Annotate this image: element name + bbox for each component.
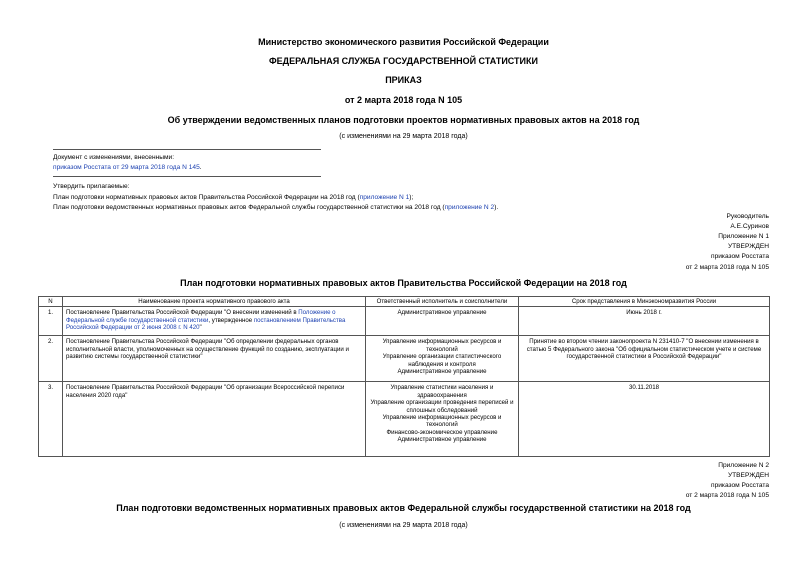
changes-box-label: Документ с изменениями, внесенными: <box>53 154 175 161</box>
appendix-2-amendment-note: (с изменениями на 29 марта 2018 года) <box>339 522 468 529</box>
table-row <box>39 382 770 457</box>
approve-item-2 <box>53 203 498 212</box>
row-act-name-text: , утвержденное <box>208 316 254 324</box>
plan-table <box>38 296 770 457</box>
responsible-unit: Управление статистики населения и здравоохранения <box>390 384 494 399</box>
row-deadline: Июнь 2018 г. <box>519 307 770 336</box>
responsible-unit: Финансово-экономическое управление <box>386 428 498 436</box>
appendix-2-date: от 2 марта 2018 года N 105 <box>685 492 769 499</box>
approve-intro: Утвердить прилагаемые: <box>53 183 130 190</box>
approve-item-1-suffix: ); <box>409 194 414 201</box>
changes-box-link-suffix: . <box>199 164 202 171</box>
appendix-2-link[interactable]: приложение N 2 <box>444 204 495 211</box>
changes-box-link-line <box>53 163 202 172</box>
responsible-unit: Административное управление <box>397 368 487 376</box>
responsible-unit: Управление организации проведения переписей и сплошных обследований <box>370 399 514 414</box>
responsible-unit: Управление информационных ресурсов и технологий <box>382 338 502 353</box>
doc-type-heading: ПРИКАЗ <box>385 75 422 85</box>
amending-order-link[interactable]: приказом Росстата от 29 марта 2018 года N 145 <box>53 164 200 171</box>
row-deadline: 30.11.2018 <box>519 382 770 457</box>
approve-item-1-text: План подготовки нормативных правовых актов Правительства Российской Федерации на 2018 год ( <box>53 194 360 201</box>
amendment-note: (с изменениями на 29 марта 2018 года) <box>339 133 468 140</box>
appendix-1-approved-by: приказом Росстата <box>711 253 769 260</box>
signature-position: Руководитель <box>726 213 769 220</box>
government-decree-link[interactable]: постановлением Правительства Российской Федерации от 2 июня 2008 г. N 420 <box>66 316 346 332</box>
table-header-row <box>39 297 770 307</box>
responsible-unit: Управление организации статистического наблюдения и контроля <box>382 353 502 368</box>
table-row <box>39 307 770 336</box>
ministry-heading: Министерство экономического развития Российской Федерации <box>258 37 549 47</box>
changes-box-bottom-rule <box>53 176 321 177</box>
row-number: 2. <box>39 336 63 382</box>
row-deadline: Принятие во втором чтении законопроекта N 231410-7 "О внесении изменения в статью 5 Федерального закона "Об официальном статистическом учете и системе государственной статистики в Российской Федерации" <box>519 336 770 382</box>
document-title: Об утверждении ведомственных планов подготовки проектов нормативных правовых актов на 2018 год <box>167 115 640 125</box>
appendix-1-label: Приложение N 1 <box>718 233 769 240</box>
row-responsible <box>366 382 519 457</box>
appendix-1-approved: УТВЕРЖДЕН <box>727 243 769 250</box>
row-act-name <box>63 307 366 336</box>
appendix-1-title: План подготовки нормативных правовых актов Правительства Российской Федерации на 2018 год <box>180 278 627 288</box>
approve-item-2-suffix: ). <box>494 204 499 211</box>
row-act-name: Постановление Правительства Российской Федерации "Об организации Всероссийской переписи населения 2020 года" <box>63 382 366 457</box>
appendix-1-link[interactable]: приложение N 1 <box>359 194 410 201</box>
row-number: 3. <box>39 382 63 457</box>
row-responsible <box>366 336 519 382</box>
appendix-1-date: от 2 марта 2018 года N 105 <box>685 264 769 271</box>
appendix-2-label: Приложение N 2 <box>718 462 769 469</box>
appendix-2-approved: УТВЕРЖДЕН <box>727 472 769 479</box>
order-date-number: от 2 марта 2018 года N 105 <box>344 95 463 105</box>
responsible-unit: Административное управление <box>397 309 487 317</box>
responsible-unit: Административное управление <box>397 436 487 444</box>
column-header-responsible: Ответственный исполнитель и соисполнители <box>366 297 519 307</box>
approve-item-1 <box>53 193 413 202</box>
responsible-unit: Управление информационных ресурсов и технологий <box>382 414 502 429</box>
approve-item-2-text: План подготовки ведомственных нормативных правовых актов Федеральной службы государственной статистики на 2018 год ( <box>53 204 445 211</box>
regulation-link[interactable]: Положение о Федеральной службе государственной статистики <box>66 309 336 324</box>
column-header-name: Наименование проекта нормативного правового акта <box>63 297 366 307</box>
row-responsible <box>366 307 519 336</box>
column-header-deadline: Срок представления в Минэкономразвития России <box>519 297 770 307</box>
service-heading: ФЕДЕРАЛЬНАЯ СЛУЖБА ГОСУДАРСТВЕННОЙ СТАТИСТИКИ <box>269 56 538 66</box>
signature-name: А.Е.Суринов <box>730 223 769 230</box>
changes-box-top-rule <box>53 149 321 150</box>
table-row <box>39 336 770 382</box>
row-number: 1. <box>39 307 63 336</box>
column-header-number: N <box>39 297 63 307</box>
appendix-2-approved-by: приказом Росстата <box>711 482 769 489</box>
row-act-name-text: " <box>199 324 202 332</box>
row-act-name: Постановление Правительства Российской Федерации "Об определении федеральных органов исполнительной власти, уполномоченных на осуществление функций по созданию, эксплуатации и развитию системы государственной статистики" <box>63 336 366 382</box>
appendix-2-title: План подготовки ведомственных нормативных правовых актов Федеральной службы государственной статистики на 2018 год <box>116 503 691 513</box>
row-act-name-text: Постановление Правительства Российской Федерации "О внесении изменений в <box>66 309 299 317</box>
